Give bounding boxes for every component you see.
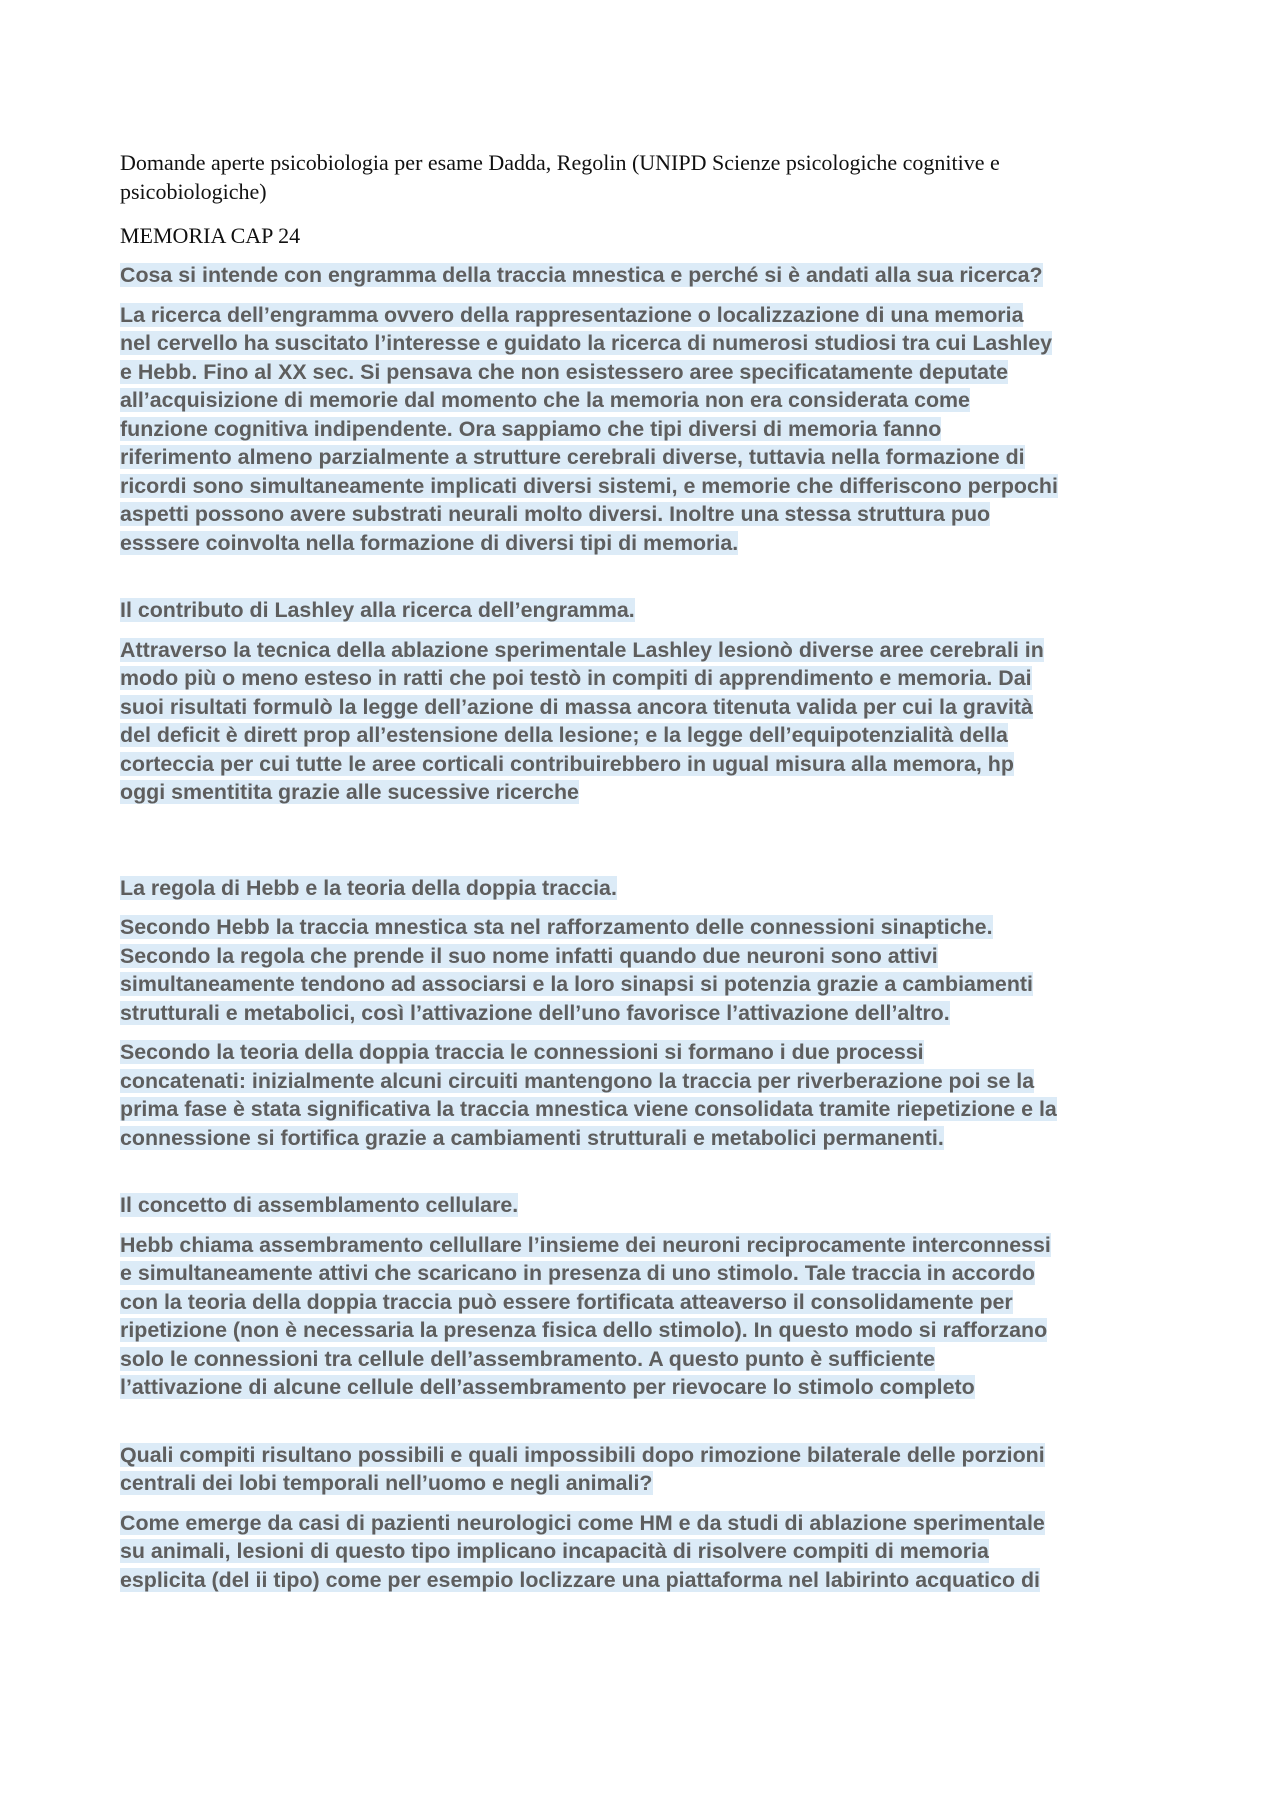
text-line: funzione cognitiva indipendente. Ora sappiamo che tipi diversi di memoria fanno [120,416,942,441]
text-line: Il concetto di assemblamento cellulare. [120,1193,519,1217]
text-line: all’acquisizione di memorie dal momento che la memoria non era considerata come [120,388,970,412]
text-line: concatenati: inizialmente alcuni circuiti mantengono la traccia per riverberazione poi se la [120,1068,1035,1093]
question-heading [120,874,1170,903]
title-line: psicobiologiche) [120,179,267,204]
question-heading [120,261,1170,290]
text-line: Secondo la teoria della doppia traccia le connessioni si formano i due processi [120,1040,924,1064]
text-line: aspetti possono avere substrati neurali molto diversi. Inoltre una stessa struttura puo [120,502,991,526]
text-line: del deficit è dirett prop all’estensione della lesione; e la legge dell’equipotenzialità della [120,723,1008,747]
answer-paragraph [120,1509,1170,1595]
answer-paragraph [120,636,1170,807]
text-line: nel cervello ha suscitato l’interesse e guidato la ricerca di numerosi studiosi tra cui Lashley [120,331,1053,355]
chapter-heading: MEMORIA CAP 24 [120,223,301,248]
text-line: esplicita (del ii tipo) come per esempio loclizzare una piattaforma nel labirinto acquatico di [120,1567,1040,1592]
text-line: suoi risultati formulò la legge dell’azione di massa ancora titenuta valida per cui la gravità [120,694,1033,719]
text-line: ripetizione (non è necessaria la presenza fisica dello stimolo). In questo modo si rafforzano [120,1318,1048,1342]
title-line: Domande aperte psicobiologia per esame Dadda, Regolin (UNIPD Scienze psicologiche cognitive e [120,150,1000,175]
document-page [120,148,1170,1594]
text-line: e simultaneamente attivi che scaricano in presenza di uno stimolo. Tale traccia in accordo [120,1261,1035,1285]
text-line: oggi smentitita grazie alle sucessive ricerche [120,780,579,804]
text-line: Cosa si intende con engramma della traccia mnestica e perché si è andati alla sua ricerca? [120,263,1043,287]
question-heading [120,596,1170,625]
text-line: corteccia per cui tutte le aree corticali contribuirebbero in ugual misura alla memora, hp [120,751,1014,776]
text-line: Come emerge da casi di pazienti neurologici come HM e da studi di ablazione sperimentale [120,1510,1045,1535]
text-line: Attraverso la tecnica della ablazione sperimentale Lashley lesionò diverse aree cerebrali in [120,637,1044,662]
text-line: riferimento almeno parzialmente a strutture cerebrali diverse, tuttavia nella formazione di [120,445,1025,469]
text-line: La regola di Hebb e la teoria della doppia traccia. [120,875,617,900]
answer-paragraph [120,301,1170,558]
text-line: Il contributo di Lashley alla ricerca dell’engramma. [120,598,635,622]
text-line: modo più o meno esteso in ratti che poi testò in compiti di apprendimento e memoria. Dai [120,666,1032,690]
answer-paragraph [120,1038,1170,1152]
text-line: l’attivazione di alcune cellule dell’assembramento per rievocare lo stimolo completo [120,1375,975,1399]
question-heading [120,1441,1170,1498]
text-line: simultaneamente tendono ad associarsi e la loro sinapsi si potenzia grazie a cambiamenti [120,972,1033,996]
text-line: solo le connessioni tra cellule dell’assembramento. A questo punto è sufficiente [120,1346,936,1371]
text-line: La ricerca dell’engramma ovvero della rappresentazione o localizzazione di una memoria [120,302,1024,327]
text-line: centrali dei lobi temporali nell’uomo e negli animali? [120,1471,653,1495]
text-line: su animali, lesioni di questo tipo implicano incapacità di risolvere compiti di memoria [120,1539,989,1563]
text-line: Hebb chiama assembramento cellullare l’insieme dei neuroni reciprocamente interconnessi [120,1232,1051,1257]
text-line: Secondo Hebb la traccia mnestica sta nel rafforzamento delle connessioni sinaptiche. [120,915,993,939]
text-line: connessione si fortifica grazie a cambiamenti strutturali e metabolici permanenti. [120,1125,944,1150]
text-line: strutturali e metabolici, così l’attivazione dell’uno favorisce l’attivazione dell’altro. [120,1000,950,1025]
answer-paragraph [120,913,1170,1027]
question-heading [120,1191,1170,1220]
document-title [120,148,1170,206]
text-line: esssere coinvolta nella formazione di diversi tipi di memoria. [120,530,739,555]
answer-paragraph [120,1231,1170,1402]
text-line: Secondo la regola che prende il suo nome infatti quando due neuroni sono attivi [120,943,938,968]
text-line: e Hebb. Fino al XX sec. Si pensava che non esistessero aree specificatamente deputate [120,359,1009,384]
text-line: prima fase è stata significativa la traccia mnestica viene consolidata tramite riepetizione e la [120,1097,1057,1121]
text-line: ricordi sono simultaneamente implicati diversi sistemi, e memorie che differiscono perpochi [120,473,1058,498]
text-line: con la teoria della doppia traccia può essere fortificata atteaverso il consolidamente per [120,1289,1013,1314]
text-line: Quali compiti risultano possibili e quali impossibili dopo rimozione bilaterale delle porzioni [120,1442,1045,1467]
